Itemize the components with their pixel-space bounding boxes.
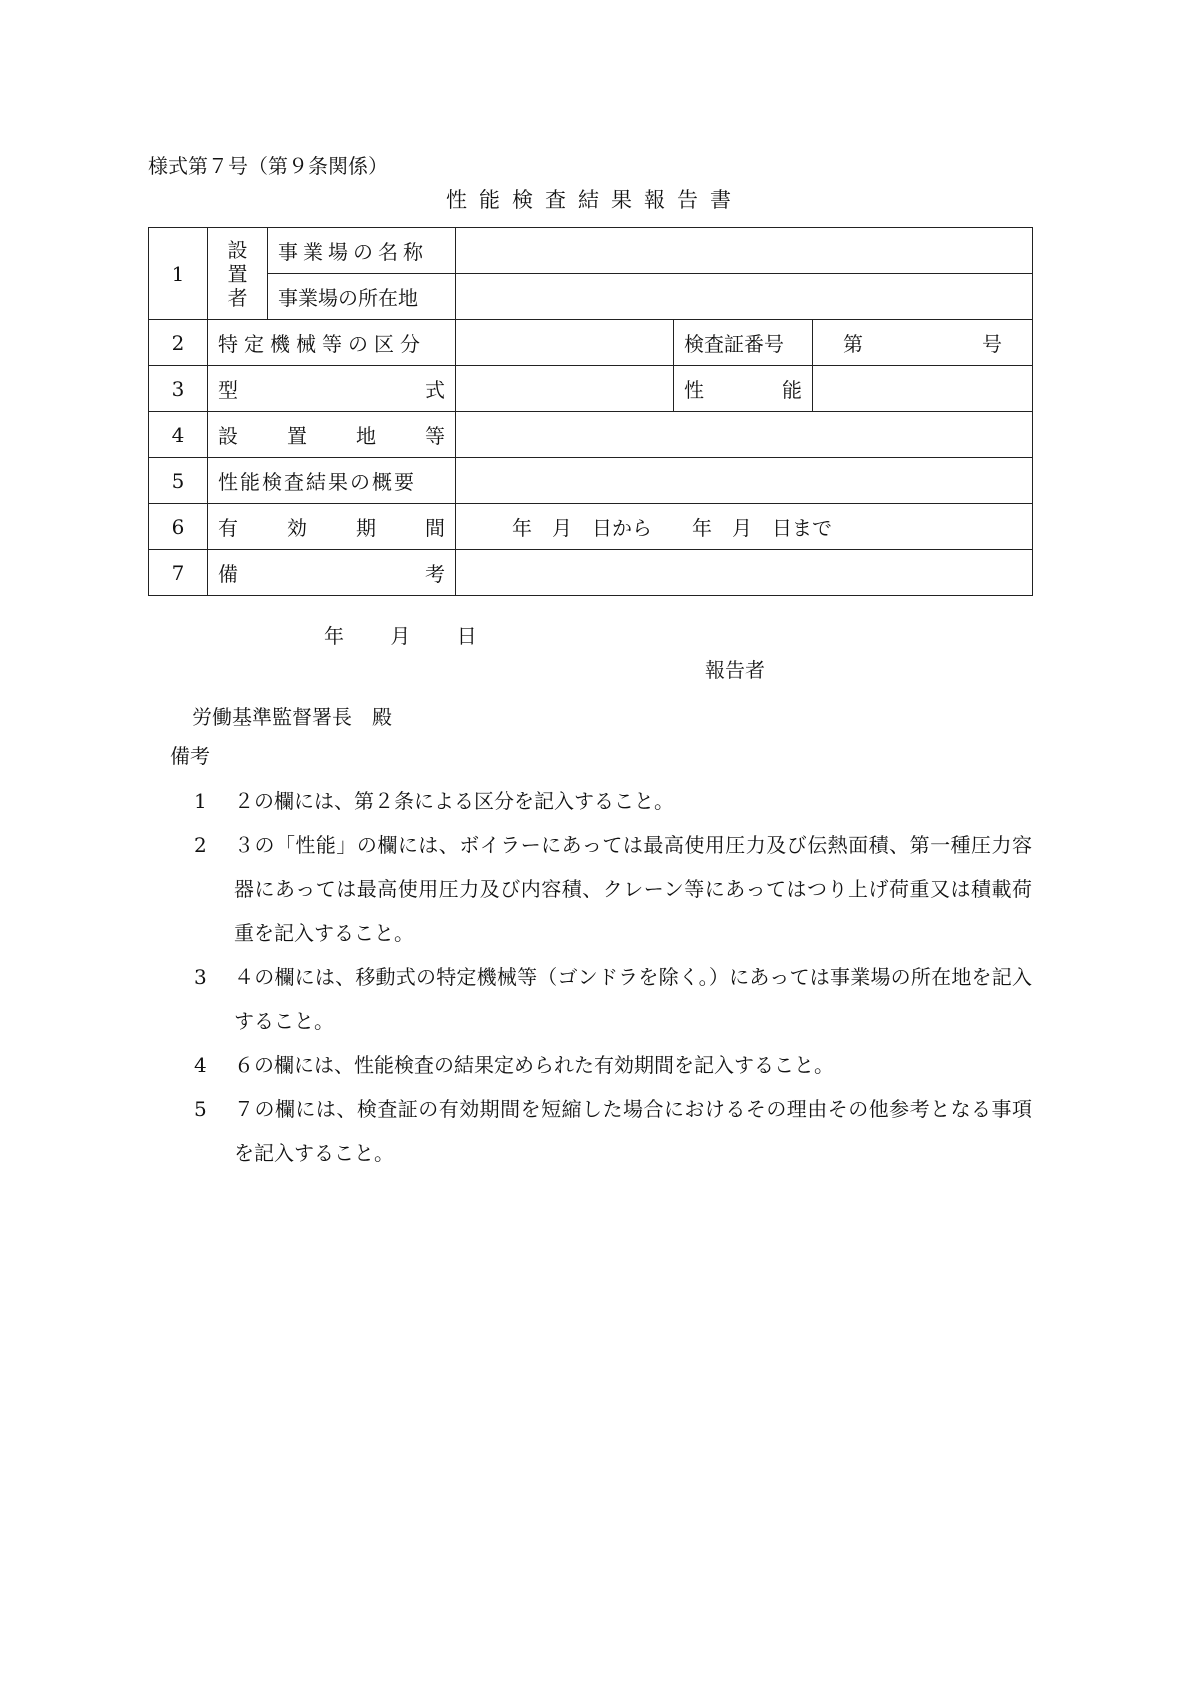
- inspection-summary-field[interactable]: [456, 458, 1033, 504]
- row-number: 1: [149, 228, 208, 320]
- row-1-name: [149, 228, 1033, 274]
- row-number: 5: [149, 458, 208, 504]
- site-address-field[interactable]: [456, 274, 1033, 320]
- validity-period-label: 有 効 期 間: [208, 504, 456, 550]
- validity-period-field[interactable]: 年 月 日から 年 月 日まで: [456, 504, 1033, 550]
- list-item: 4 ６の欄には、性能検査の結果定められた有効期間を記入すること。: [194, 1053, 834, 1077]
- model-field[interactable]: [456, 366, 674, 412]
- row-number: 3: [149, 366, 208, 412]
- remarks-label: 備 考: [208, 550, 456, 596]
- remarks-field[interactable]: [456, 550, 1033, 596]
- performance-label: 性 能: [674, 366, 813, 412]
- row-number: 7: [149, 550, 208, 596]
- row-number: 4: [149, 412, 208, 458]
- document-title: 性能検査結果報告書: [446, 188, 743, 212]
- site-name-label: 事業場の名称: [268, 228, 456, 274]
- addressee: 労働基準監督署長 殿: [192, 705, 392, 729]
- row-number: 6: [149, 504, 208, 550]
- row-4: [149, 412, 1033, 458]
- installation-place-label: 設 置 地 等: [208, 412, 456, 458]
- machine-category-field[interactable]: [456, 320, 674, 366]
- list-item: 5 ７の欄には、検査証の有効期間を短縮した場合におけるその理由その他参考となる事項を記入すること。: [194, 1097, 1032, 1165]
- row-7: [149, 550, 1033, 596]
- row-1-address: [149, 274, 1033, 320]
- notes-list: [194, 779, 1032, 1175]
- row-2: [149, 320, 1033, 366]
- model-label: 型 式: [208, 366, 456, 412]
- report-date: 年 月 日: [324, 624, 477, 648]
- form-number: 様式第７号（第９条関係）: [148, 154, 388, 178]
- list-item: 1 ２の欄には、第２条による区分を記入すること。: [194, 789, 674, 813]
- row-3: [149, 366, 1033, 412]
- performance-field[interactable]: [813, 366, 1033, 412]
- notes-title: 備考: [170, 744, 210, 768]
- row-number: 2: [149, 320, 208, 366]
- site-name-field[interactable]: [456, 228, 1033, 274]
- report-table: [148, 227, 1033, 596]
- site-address-label: 事業場の所在地: [268, 274, 456, 320]
- installer-label: 設 置 者: [208, 228, 268, 320]
- row-6: [149, 504, 1033, 550]
- list-item: 3 ４の欄には、移動式の特定機械等（ゴンドラを除く。）にあっては事業場の所在地を記入すること。: [194, 965, 1032, 1033]
- row-5: [149, 458, 1033, 504]
- list-item: 2 ３の「性能」の欄には、ボイラーにあっては最高使用圧力及び伝熱面積、第一種圧力容器にあっては最高使用圧力及び内容積、クレーン等にあってはつり上げ荷重又は積載荷重を記入すること。: [194, 833, 1032, 945]
- cert-prefix: 第: [843, 332, 863, 356]
- certificate-number-label: 検査証番号: [674, 320, 813, 366]
- certificate-number-field[interactable]: [813, 320, 1033, 366]
- cert-suffix: 号: [982, 332, 1002, 356]
- inspection-summary-label: 性能検査結果の概要: [208, 458, 456, 504]
- reporter-label: 報告者: [705, 658, 765, 682]
- machine-category-label: 特定機械等の区分: [208, 320, 456, 366]
- installation-place-field[interactable]: [456, 412, 1033, 458]
